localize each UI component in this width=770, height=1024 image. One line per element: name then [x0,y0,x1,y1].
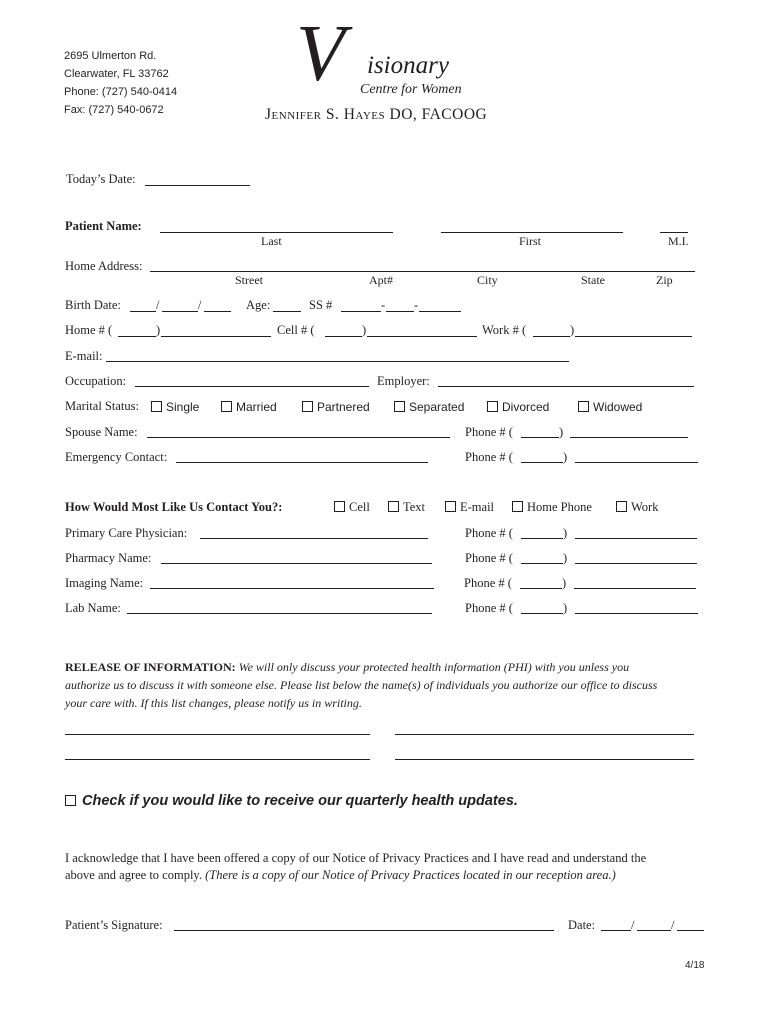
employer-label: Employer: [377,374,430,388]
ss-part1-field[interactable] [341,311,381,312]
authorized-person-field-2[interactable] [395,734,694,735]
release-paragraph [65,658,629,676]
primary-care-label: Primary Care Physician: [65,526,188,540]
checkbox[interactable] [445,501,456,512]
signature-year-field[interactable] [677,930,704,931]
home-phone-field[interactable] [161,336,271,337]
last-caption: Last [261,234,282,248]
address-line1: 2695 Ulmerton Rd. [64,50,157,62]
paren-close: ) [563,526,568,540]
patient-name-label: Patient Name: [65,219,142,233]
employer-field[interactable] [438,386,694,387]
form-version: 4/18 [685,960,705,971]
work-phone-field[interactable] [575,336,692,337]
zip-caption: Zip [656,273,673,287]
contact-option-email[interactable]: E-mail [445,500,494,515]
mi-field[interactable] [660,232,688,233]
pharmacy-label: Pharmacy Name: [65,551,152,565]
birth-year-field[interactable] [204,311,231,312]
street-caption: Street [235,273,263,287]
age-label: Age: [246,298,271,312]
imaging-phone-label: Phone # ( [464,576,512,590]
signature-day-field[interactable] [637,930,671,931]
lab-label: Lab Name: [65,601,121,615]
spouse-name-field[interactable] [147,437,450,438]
birth-day-field[interactable] [162,311,198,312]
marital-option-divorced[interactable]: Divorced [487,400,549,414]
emergency-contact-label: Emergency Contact: [65,450,168,464]
work-area-field[interactable] [533,336,570,337]
city-caption: City [477,273,498,287]
paren-close: ) [563,551,568,565]
patient-signature-label: Patient’s Signature: [65,918,163,932]
checkbox[interactable] [487,401,498,412]
slash: / [198,298,202,312]
acknowledge-note: (There is a copy of our Notice of Privacy Practices located in our reception area.) [205,868,616,882]
home-address-label: Home Address: [65,259,143,273]
lab-phone-label: Phone # ( [465,601,513,615]
primary-care-field[interactable] [200,538,428,539]
contact-option-text[interactable]: Text [388,500,425,515]
ss-part3-field[interactable] [419,311,461,312]
marital-option-married[interactable]: Married [221,400,277,414]
signature-date-label: Date: [568,918,596,932]
marital-option-partnered[interactable]: Partnered [302,400,370,414]
imaging-phone-field[interactable] [574,588,696,589]
acknowledge-line2-wrap [65,866,616,884]
checkbox[interactable] [388,501,399,512]
acknowledge-line1: I acknowledge that I have been offered a copy of our Notice of Privacy Practices and I have read and understand the [65,851,647,865]
ss-part2-field[interactable] [386,311,414,312]
paren-close: ) [362,323,367,337]
checkbox[interactable] [221,401,232,412]
checkbox[interactable] [616,501,627,512]
quarterly-updates-option[interactable] [65,793,518,809]
contact-option-cell[interactable]: Cell [334,500,370,515]
marital-option-widowed[interactable]: Widowed [578,400,642,414]
home-area-field[interactable] [118,336,156,337]
contact-option-home-phone[interactable]: Home Phone [512,500,592,515]
contact-question: How Would Most Like Us Contact You?: [65,500,283,514]
authorized-person-field-3[interactable] [65,759,370,760]
email-field[interactable] [106,361,569,362]
quarterly-updates-label: Check if you would like to receive our quarterly health updates. [82,793,518,809]
logo-tagline: Centre for Women [360,82,462,97]
todays-date-label: Today’s Date: [66,172,136,186]
doctor-name: Jennifer S. Hayes DO, FACOOG [265,106,488,123]
emergency-phone-field[interactable] [575,462,698,463]
state-caption: State [581,273,605,287]
logo-word: isionary [367,52,449,79]
imaging-area-field[interactable] [520,588,562,589]
primary-care-phone-label: Phone # ( [465,526,513,540]
spouse-phone-field[interactable] [570,437,688,438]
primary-care-phone-field[interactable] [575,538,697,539]
authorized-person-field-1[interactable] [65,734,370,735]
email-label: E-mail: [65,349,103,363]
primary-care-area-field[interactable] [521,538,563,539]
checkbox[interactable] [512,501,523,512]
checkbox[interactable] [65,795,76,806]
cell-phone-label: Cell # ( [277,323,315,337]
work-phone-label: Work # ( [482,323,527,337]
age-field[interactable] [273,311,301,312]
logo-initial: V [296,10,345,98]
release-text-line1: We will only discuss your protected health information (PHI) with you unless you [238,660,630,674]
checkbox[interactable] [151,401,162,412]
last-name-field[interactable] [160,232,393,233]
paren-close: ) [156,323,161,337]
birth-month-field[interactable] [130,311,156,312]
first-caption: First [519,234,542,248]
spouse-name-label: Spouse Name: [65,425,138,439]
acknowledge-line2: above and agree to comply. [65,868,202,882]
cell-area-field[interactable] [325,336,362,337]
patient-signature-field[interactable] [174,930,554,931]
lab-area-field[interactable] [521,613,563,614]
marital-status-label: Marital Status: [65,399,139,413]
phone-text: Phone: (727) 540-0414 [64,86,178,98]
paren-close: ) [563,601,568,615]
marital-option-separated[interactable]: Separated [394,400,464,414]
slash: / [631,918,635,932]
dash: - [381,298,386,312]
lab-phone-field[interactable] [575,613,698,614]
todays-date-field[interactable] [145,185,250,186]
release-heading: RELEASE OF INFORMATION: [65,660,236,674]
dash: - [414,298,419,312]
home-phone-label: Home # ( [65,323,113,337]
signature-month-field[interactable] [601,930,631,931]
cell-phone-field[interactable] [367,336,477,337]
fax-text: Fax: (727) 540-0672 [64,104,164,116]
paren-close: ) [559,425,564,439]
first-name-field[interactable] [441,232,623,233]
contact-option-work[interactable]: Work [616,500,658,515]
checkbox[interactable] [394,401,405,412]
pharmacy-field[interactable] [161,563,432,564]
imaging-label: Imaging Name: [65,576,144,590]
pharmacy-phone-field[interactable] [575,563,697,564]
paren-close: ) [562,576,567,590]
emergency-phone-label: Phone # ( [465,450,513,464]
pharmacy-phone-label: Phone # ( [465,551,513,565]
authorized-person-field-4[interactable] [395,759,694,760]
emergency-area-field[interactable] [521,462,563,463]
mi-caption: M.I. [668,234,689,248]
release-text-line2: authorize us to discuss it with someone else. Please list below the name(s) of individuals you authorize our office to discuss [65,678,658,692]
paren-close: ) [563,450,568,464]
spouse-area-field[interactable] [521,437,559,438]
checkbox[interactable] [302,401,313,412]
lab-field[interactable] [127,613,432,614]
slash: / [156,298,160,312]
imaging-field[interactable] [150,588,434,589]
address-line2: Clearwater, FL 33762 [64,68,169,80]
pharmacy-area-field[interactable] [521,563,563,564]
occupation-label: Occupation: [65,374,127,388]
checkbox[interactable] [578,401,589,412]
slash: / [671,918,675,932]
emergency-contact-field[interactable] [176,462,428,463]
home-address-field[interactable] [150,271,695,272]
spouse-phone-label: Phone # ( [465,425,513,439]
occupation-field[interactable] [135,386,369,387]
ss-label: SS # [309,298,333,312]
release-text-line3: your care with. If this list changes, please notify us in writing. [65,696,362,710]
checkbox[interactable] [334,501,345,512]
birth-date-label: Birth Date: [65,298,121,312]
apt-caption: Apt# [369,273,393,287]
marital-option-single[interactable]: Single [151,400,199,414]
paren-close: ) [570,323,575,337]
